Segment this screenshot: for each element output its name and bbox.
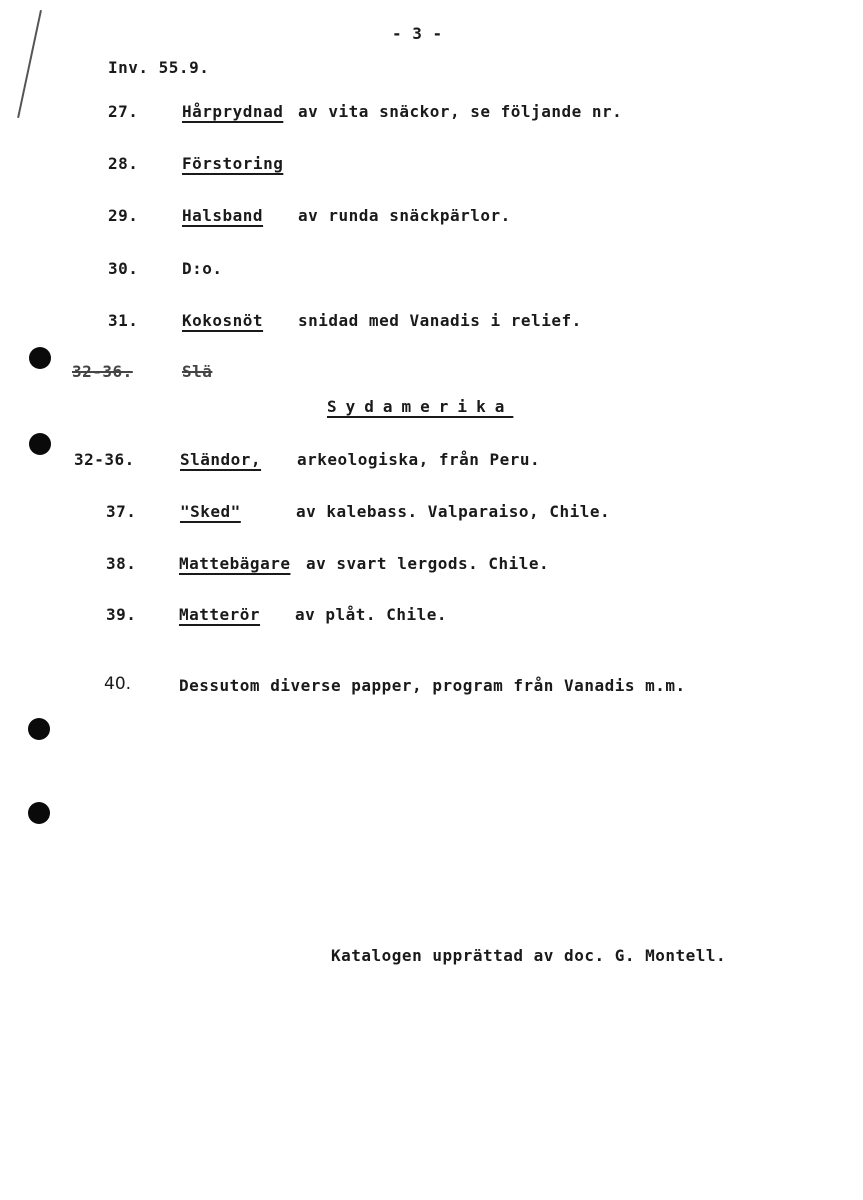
entry-description: av runda snäckpärlor. bbox=[298, 206, 511, 225]
punch-hole bbox=[29, 433, 51, 455]
entry-description: av vita snäckor, se följande nr. bbox=[298, 102, 623, 121]
entry-description: snidad med Vanadis i relief. bbox=[298, 311, 582, 330]
margin-pencil-line bbox=[17, 10, 42, 118]
entry-term: "Sked" bbox=[180, 502, 241, 521]
entry-term: Mattebägare bbox=[179, 554, 291, 573]
inventory-label: Inv. 55.9. bbox=[108, 58, 210, 77]
entry-description: av plåt. Chile. bbox=[295, 605, 447, 624]
entry-term: Matterör bbox=[179, 605, 261, 624]
handwritten-entry-number: 40. bbox=[104, 674, 132, 694]
punch-hole bbox=[28, 802, 50, 824]
entry-number: 30. bbox=[108, 259, 139, 278]
struck-entry-number: 32-36. bbox=[72, 362, 133, 381]
entry-description: av kalebass. Valparaiso, Chile. bbox=[296, 502, 611, 521]
entry-number: 27. bbox=[108, 102, 139, 121]
punch-hole bbox=[29, 347, 51, 369]
entry-term: D:o. bbox=[182, 259, 223, 278]
entry-number: 38. bbox=[106, 554, 137, 573]
entry-number: 29. bbox=[108, 206, 139, 225]
entry-number: 37. bbox=[106, 502, 137, 521]
entry-term: Hårprydnad bbox=[182, 102, 284, 121]
entry-number: 39. bbox=[106, 605, 137, 624]
entry-term: Sländor, bbox=[180, 450, 262, 469]
entry-description: Dessutom diverse papper, program från Vanadis m.m. bbox=[179, 676, 686, 695]
punch-hole bbox=[28, 718, 50, 740]
section-heading: Sydamerika bbox=[327, 397, 514, 416]
catalog-signature-line: Katalogen upprättad av doc. G. Montell. bbox=[331, 946, 727, 965]
entry-number: 31. bbox=[108, 311, 139, 330]
entry-number: 32-36. bbox=[74, 450, 135, 469]
entry-term: Förstoring bbox=[182, 154, 284, 173]
entry-description: av svart lergods. Chile. bbox=[306, 554, 550, 573]
entry-term: Kokosnöt bbox=[182, 311, 264, 330]
page-number: - 3 - bbox=[392, 24, 443, 43]
entry-number: 28. bbox=[108, 154, 139, 173]
entry-term: Halsband bbox=[182, 206, 264, 225]
entry-description: arkeologiska, från Peru. bbox=[297, 450, 541, 469]
struck-entry-term: Slä bbox=[182, 362, 213, 381]
